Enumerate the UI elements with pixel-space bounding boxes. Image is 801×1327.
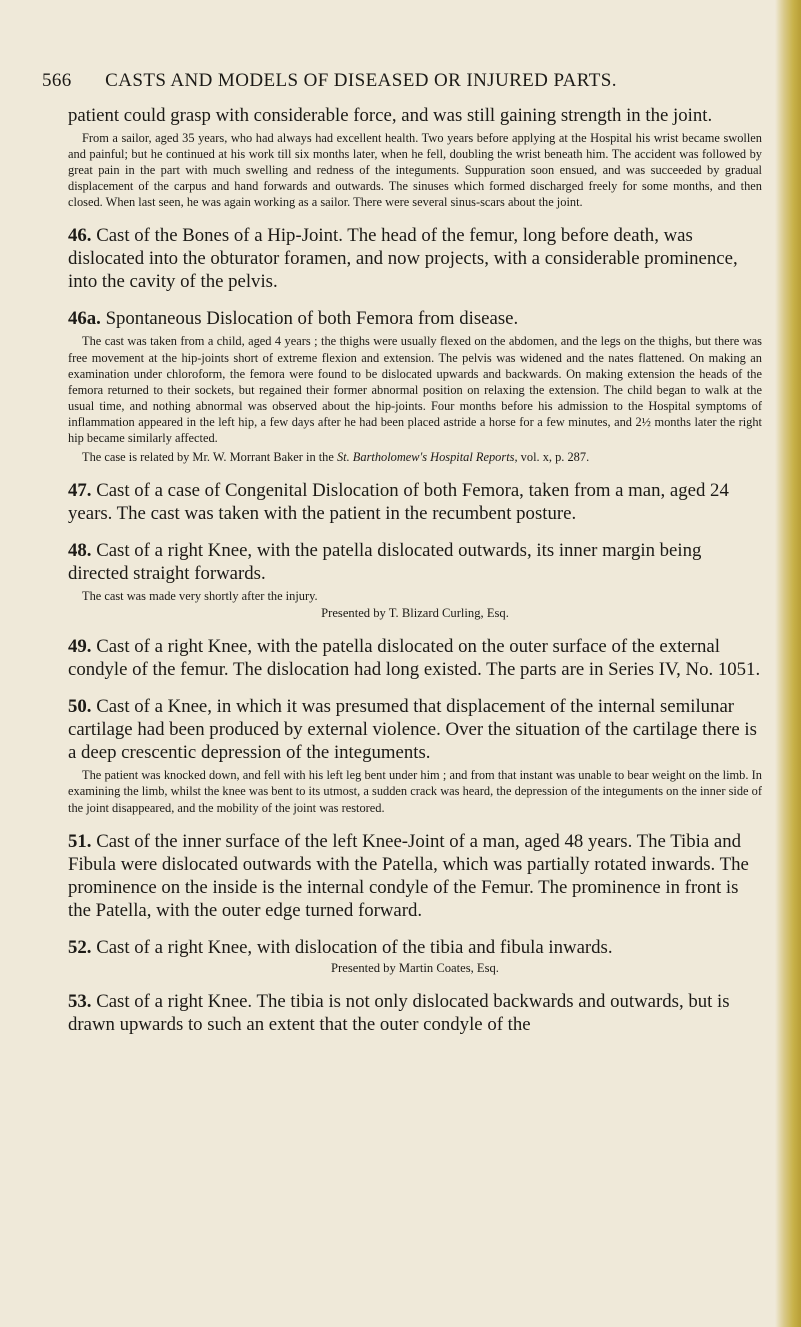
entry-heading <box>68 479 762 525</box>
entry-number: 51. <box>68 830 92 852</box>
page-number: 566 <box>42 70 72 91</box>
entry-50 <box>68 695 762 815</box>
entry-heading <box>68 539 762 585</box>
presented-by: Presented by T. Blizard Curling, Esq. <box>321 606 509 621</box>
entry-number: 46a. <box>68 308 101 330</box>
entry-51 <box>68 830 762 922</box>
entry-heading-text: Cast of a right Knee, with dislocation of the tibia and fibula inwards. <box>96 936 613 958</box>
reference-text-b: vol. x, p. 287. <box>517 450 590 465</box>
entry-heading-text: Cast of a Knee, in which it was presumed that displacement of the internal semilunar cartilage had been produced by external violence. Over the situation of the cartilage there is a deep crescentic depression of the integuments. <box>68 696 757 764</box>
reference-journal: St. Bartholomew's Hospital Reports, <box>336 450 518 465</box>
entry-heading <box>68 830 762 922</box>
entry-note: The cast was made very shortly after the injury. <box>82 589 318 604</box>
entry-number: 53. <box>68 990 92 1012</box>
continuation-entry <box>68 104 762 210</box>
running-title: CASTS AND MODELS OF DISEASED OR INJURED PARTS. <box>105 70 617 91</box>
page-binding-edge <box>775 0 801 1327</box>
entry-reference-note <box>68 449 762 465</box>
reference-text-a: The case is related by Mr. W. Morrant Baker in the <box>82 450 337 465</box>
entry-number: 52. <box>68 936 92 958</box>
entry-number: 46. <box>68 225 92 247</box>
entry-46 <box>68 224 762 293</box>
entry-heading-text: Cast of a right Knee, with the patella dislocated on the outer surface of the external condyle of the femur. The dislocation had long existed. The parts are in Series IV, No. 1051. <box>68 636 761 681</box>
presented-by: Presented by Martin Coates, Esq. <box>331 960 499 975</box>
entry-heading-text: Cast of a case of Congenital Dislocation of both Femora, taken from a man, aged 24 years. The cast was taken with the patient in the recumbent posture. <box>68 480 729 525</box>
entry-number: 50. <box>68 696 92 718</box>
entry-heading <box>68 224 762 293</box>
entry-heading <box>68 990 762 1036</box>
entry-heading-text: Cast of the Bones of a Hip-Joint. The head of the femur, long before death, was dislocated into the obturator foramen, and now projects, with a considerable prominence, into the cavity of the pelvis. <box>68 225 738 293</box>
entry-note: The patient was knocked down, and fell with his left leg bent under him ; and from that instant was unable to bear weight on the limb. In examining the limb, whilst the knee was bent to its utmost, a sudden crack was heard, the depression of the integuments on the inner side of the joint disappeared, and the mobility of the joint was restored. <box>68 768 762 815</box>
page-content <box>68 104 762 1050</box>
entry-heading-text: Cast of a right Knee, with the patella dislocated outwards, its inner margin being directed straight forwards. <box>68 540 702 585</box>
entry-number: 49. <box>68 636 92 658</box>
entry-47 <box>68 479 762 525</box>
entry-heading-text: Cast of the inner surface of the left Knee-Joint of a man, aged 48 years. The Tibia and Fibula were dislocated outwards with the Patella, which was partially rotated inwards. The prominence on the inside is the internal condyle of the Femur. The prominence in front is the Patella, with the outer edge turned forward. <box>68 830 749 921</box>
entry-52 <box>68 936 762 976</box>
entry-number: 48. <box>68 540 92 562</box>
entry-note: From a sailor, aged 35 years, who had always had excellent health. Two years before applying at the Hospital his wrist became swollen and painful; but he continued at his work till six months later, when he fell, doubling the wrist beneath him. The accident was followed by great pain in the part with much swelling and redness of the integuments. Suppuration soon ensued, and was succeeded by gradual displacement of the carpus and hand forwards and outwards. The sinuses which formed discharged freely for some months, and then closed. When last seen, he was again working as a sailor. There were several sinus-scars about the joint. <box>68 131 762 210</box>
entry-heading-text: Spontaneous Dislocation of both Femora from disease. <box>105 308 519 330</box>
entry-note: The cast was taken from a child, aged 4 years ; the thighs were usually flexed on the abdomen, and the legs on the thighs, but there was free movement at the hip-joints short of extreme flexion and extension. The pelvis was widened and the nates flattened. On making an examination under chloroform, the femora were found to be dislocated upwards and backwards. On making extension the heads of the femora returned to their sockets, but regained their former abnormal position on relaxing the extension. The child began to walk at the usual time, and nothing abnormal was observed about the hip-joints. Four months before his admission to the Hospital symptoms of inflammation appeared in the left hip, a few days after he had been placed astride a horse for a few minutes, and 2½ months later the right hip became similarly affected. <box>68 334 762 446</box>
entry-number: 47. <box>68 480 92 502</box>
entry-heading-text: Cast of a right Knee. The tibia is not only dislocated backwards and outwards, but is drawn upwards to such an extent that the outer condyle of the <box>68 990 730 1035</box>
entry-46a <box>68 307 762 465</box>
entry-53 <box>68 990 762 1036</box>
entry-heading: patient could grasp with considerable force, and was still gaining strength in the joint. <box>68 105 713 126</box>
entry-48 <box>68 539 762 621</box>
entry-heading <box>68 695 762 764</box>
entry-heading <box>68 936 762 959</box>
entry-heading <box>68 307 762 330</box>
entry-heading <box>68 635 762 681</box>
entry-49 <box>68 635 762 681</box>
page-header <box>42 70 742 92</box>
